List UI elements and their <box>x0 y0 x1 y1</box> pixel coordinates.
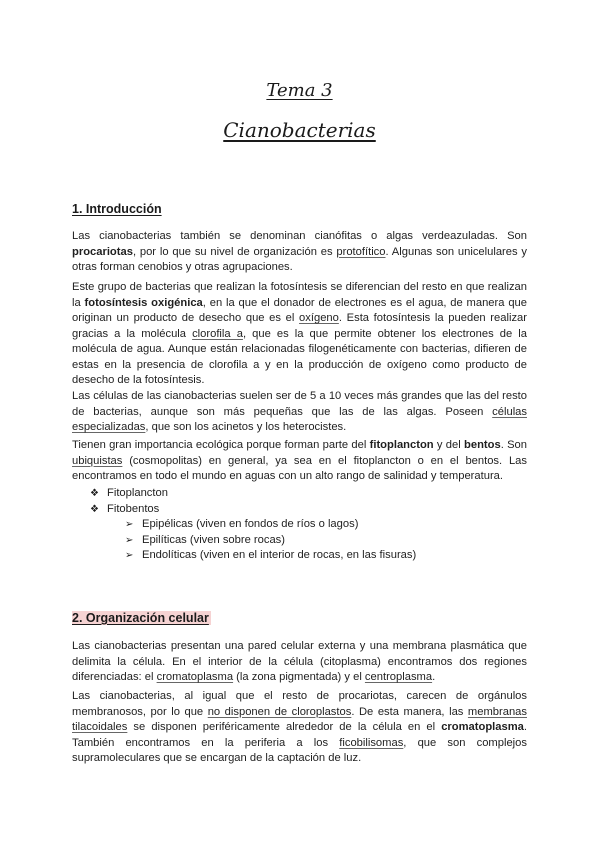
document-subtitle: Cianobacterias <box>223 118 376 142</box>
section-1-heading: 1. Introducción <box>72 202 162 216</box>
arrow-bullet-icon: ➢ <box>125 550 134 561</box>
intro-paragraph-2: Este grupo de bacterias que realizan la fotosíntesis se diferencian del resto en que realizan la fotosíntesis oxigénica, en la que el donador de electrones es el agua, de manera que originan un producto de desecho que es el oxígeno. Esta fotosíntesis la pueden realizar gracias a la molécula clorofila a, que es la que permite obtener los electrones de la molécula de agua. Aunque están relacionadas filogenéticamente con bacterias, difieren de estas en la presencia de clorofila a y en la producción de oxígeno como producto de desecho de la fotosíntesis. <box>72 281 527 386</box>
list-item: ❖ Fitobentos ➢ Epipélicas (viven en fondos de ríos o lagos) ➢ Epilíticas (viven sobre rocas) ➢ Endolíticas (viven en el interior de rocas, en las fisuras) <box>90 502 416 564</box>
document-title: Tema 3 <box>266 80 333 101</box>
arrow-bullet-icon: ➢ <box>125 519 134 530</box>
arrow-bullet-icon: ➢ <box>125 534 134 546</box>
list-item: ➢ Epipélicas (viven en fondos de ríos o lagos) <box>125 517 416 533</box>
intro-paragraph-4: Tienen gran importancia ecológica porque forman parte del fitoplancton y del bentos. Son ubiquistas (cosmopolitas) en general, ya sea en el fitoplancton o en el bentos. Las encontramos en todo el mundo en aguas con un alto rango de salinidad y temperatura. <box>72 439 527 482</box>
diamond-bullet-icon: ❖ <box>90 488 99 499</box>
list-item: ➢ Epilíticas (viven sobre rocas) <box>125 533 416 549</box>
habitat-list <box>90 486 416 564</box>
intro-paragraph-1: Las cianobacterias también se denominan cianófitas o algas verdeazuladas. Son procariotas, por lo que su nivel de organización es protofítico. Algunas son unicelulares y otras forman cenobios y otras agrupaciones. <box>72 230 527 273</box>
organization-paragraph-1: Las cianobacterias presentan una pared celular externa y una membrana plasmática que delimita la célula. En el interior de la célula (citoplasma) encontramos dos regiones diferenciadas: el cromatoplasma (la zona pigmentada) y el centroplasma. <box>72 640 527 683</box>
fitobentos-sublist <box>107 517 416 564</box>
section-2-heading: 2. Organización celular <box>72 611 209 625</box>
list-item: ➢ Endolíticas (viven en el interior de rocas, en las fisuras) <box>125 548 416 564</box>
intro-paragraph-3: Las células de las cianobacterias suelen ser de 5 a 10 veces más grandes que las del resto de bacterias, aunque son más pequeñas que las de las algas. Poseen células especializadas, que son los acinetos y los heterocistes. <box>72 390 527 433</box>
diamond-bullet-icon: ❖ <box>90 503 99 515</box>
organization-paragraph-2: Las cianobacterias, al igual que el resto de procariotas, carecen de orgánulos membranosos, por lo que no disponen de cloroplastos. De esta manera, las membranas tilacoidales se disponen periféricamente alrededor de la célula en el cromatoplasma. También encontramos en la periferia a los ficobilisomas, que son complejos supramoleculares que se encargan de la captación de luz. <box>72 690 527 764</box>
list-item: ❖ Fitoplancton <box>90 486 416 502</box>
